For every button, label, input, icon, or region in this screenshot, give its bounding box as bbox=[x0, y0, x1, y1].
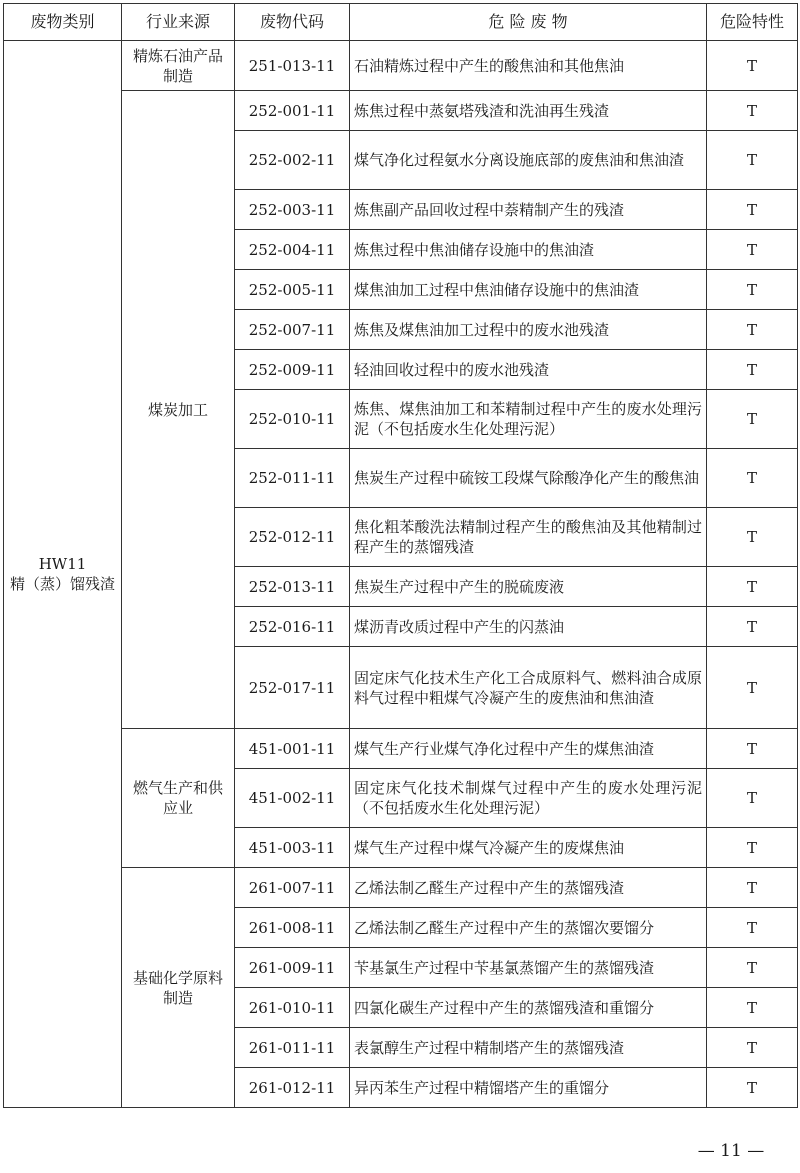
waste-description-cell: 煤沥青改质过程中产生的闪蒸油 bbox=[350, 607, 707, 647]
hazard-property-cell: T bbox=[707, 190, 798, 230]
waste-code-cell: 251-013-11 bbox=[235, 41, 350, 91]
hazard-property-cell: T bbox=[707, 270, 798, 310]
hazard-property-cell: T bbox=[707, 91, 798, 131]
waste-description-cell: 焦化粗苯酸洗法精制过程产生的酸焦油及其他精制过程产生的蒸馏残渣 bbox=[350, 508, 707, 567]
table-row bbox=[4, 729, 798, 769]
table-row bbox=[4, 868, 798, 908]
waste-code-cell: 451-001-11 bbox=[235, 729, 350, 769]
waste-description-cell: 焦炭生产过程中硫铵工段煤气除酸净化产生的酸焦油 bbox=[350, 449, 707, 508]
header-waste-code: 废物代码 bbox=[235, 4, 350, 41]
industry-source-cell: 燃气生产和供应业 bbox=[122, 729, 235, 868]
hazard-property-cell: T bbox=[707, 828, 798, 868]
waste-code-cell: 252-005-11 bbox=[235, 270, 350, 310]
table-row bbox=[4, 91, 798, 131]
waste-code-cell: 252-009-11 bbox=[235, 350, 350, 390]
waste-code-cell: 252-013-11 bbox=[235, 567, 350, 607]
waste-code-cell: 252-011-11 bbox=[235, 449, 350, 508]
waste-code-cell: 252-004-11 bbox=[235, 230, 350, 270]
waste-code-cell: 252-017-11 bbox=[235, 647, 350, 729]
category-code: HW11 bbox=[38, 555, 87, 573]
hazard-property-cell: T bbox=[707, 1068, 798, 1108]
industry-source-cell: 精炼石油产品制造 bbox=[122, 41, 235, 91]
header-hazardous-waste: 危 险 废 物 bbox=[350, 4, 707, 41]
waste-description-cell: 乙烯法制乙醛生产过程中产生的蒸馏次要馏分 bbox=[350, 908, 707, 948]
page-number: — 11 — bbox=[697, 1141, 765, 1161]
hazard-property-cell: T bbox=[707, 988, 798, 1028]
waste-description-cell: 煤气生产行业煤气净化过程中产生的煤焦油渣 bbox=[350, 729, 707, 769]
hazard-property-cell: T bbox=[707, 908, 798, 948]
waste-description-cell: 苄基氯生产过程中苄基氯蒸馏产生的蒸馏残渣 bbox=[350, 948, 707, 988]
waste-description-cell: 表氯醇生产过程中精制塔产生的蒸馏残渣 bbox=[350, 1028, 707, 1068]
header-waste-category: 废物类别 bbox=[4, 4, 122, 41]
hazard-property-cell: T bbox=[707, 868, 798, 908]
waste-code-cell: 261-010-11 bbox=[235, 988, 350, 1028]
hazard-property-cell: T bbox=[707, 647, 798, 729]
waste-code-cell: 451-002-11 bbox=[235, 769, 350, 828]
table-header-row bbox=[4, 4, 798, 41]
waste-description-cell: 煤焦油加工过程中焦油储存设施中的焦油渣 bbox=[350, 270, 707, 310]
hazard-property-cell: T bbox=[707, 131, 798, 190]
waste-code-cell: 252-002-11 bbox=[235, 131, 350, 190]
waste-description-cell: 炼焦副产品回收过程中萘精制产生的残渣 bbox=[350, 190, 707, 230]
waste-description-cell: 煤气生产过程中煤气冷凝产生的废煤焦油 bbox=[350, 828, 707, 868]
waste-code-cell: 252-016-11 bbox=[235, 607, 350, 647]
hazard-property-cell: T bbox=[707, 607, 798, 647]
waste-code-cell: 252-010-11 bbox=[235, 390, 350, 449]
waste-code-cell: 451-003-11 bbox=[235, 828, 350, 868]
waste-description-cell: 炼焦、煤焦油加工和苯精制过程中产生的废水处理污泥（不包括废水生化处理污泥） bbox=[350, 390, 707, 449]
industry-source-cell: 基础化学原料制造 bbox=[122, 868, 235, 1108]
waste-code-cell: 252-012-11 bbox=[235, 508, 350, 567]
hazard-property-cell: T bbox=[707, 310, 798, 350]
waste-category-cell bbox=[4, 41, 122, 1108]
waste-code-cell: 261-007-11 bbox=[235, 868, 350, 908]
hazard-property-cell: T bbox=[707, 449, 798, 508]
waste-description-cell: 四氯化碳生产过程中产生的蒸馏残渣和重馏分 bbox=[350, 988, 707, 1028]
hazard-property-cell: T bbox=[707, 769, 798, 828]
table-body bbox=[4, 41, 798, 1108]
waste-description-cell: 异丙苯生产过程中精馏塔产生的重馏分 bbox=[350, 1068, 707, 1108]
waste-description-cell: 焦炭生产过程中产生的脱硫废液 bbox=[350, 567, 707, 607]
waste-description-cell: 炼焦过程中焦油储存设施中的焦油渣 bbox=[350, 230, 707, 270]
waste-code-cell: 252-001-11 bbox=[235, 91, 350, 131]
category-name: 精（蒸）馏残渣 bbox=[9, 575, 115, 593]
header-hazard-property: 危险特性 bbox=[707, 4, 798, 41]
waste-description-cell: 炼焦及煤焦油加工过程中的废水池残渣 bbox=[350, 310, 707, 350]
waste-description-cell: 轻油回收过程中的废水池残渣 bbox=[350, 350, 707, 390]
table-row bbox=[4, 41, 798, 91]
waste-code-cell: 261-009-11 bbox=[235, 948, 350, 988]
hazard-property-cell: T bbox=[707, 948, 798, 988]
hazard-property-cell: T bbox=[707, 350, 798, 390]
waste-description-cell: 固定床气化技术生产化工合成原料气、燃料油合成原料气过程中粗煤气冷凝产生的废焦油和焦油渣 bbox=[350, 647, 707, 729]
waste-code-cell: 261-011-11 bbox=[235, 1028, 350, 1068]
hazard-property-cell: T bbox=[707, 1028, 798, 1068]
waste-code-cell: 261-012-11 bbox=[235, 1068, 350, 1108]
hazard-property-cell: T bbox=[707, 508, 798, 567]
waste-description-cell: 固定床气化技术制煤气过程中产生的废水处理污泥（不包括废水生化处理污泥） bbox=[350, 769, 707, 828]
waste-description-cell: 石油精炼过程中产生的酸焦油和其他焦油 bbox=[350, 41, 707, 91]
hazard-property-cell: T bbox=[707, 567, 798, 607]
waste-description-cell: 煤气净化过程氨水分离设施底部的废焦油和焦油渣 bbox=[350, 131, 707, 190]
hazardous-waste-table bbox=[3, 3, 798, 1108]
waste-code-cell: 252-003-11 bbox=[235, 190, 350, 230]
waste-code-cell: 261-008-11 bbox=[235, 908, 350, 948]
industry-source-cell: 煤炭加工 bbox=[122, 91, 235, 729]
hazard-property-cell: T bbox=[707, 41, 798, 91]
waste-description-cell: 炼焦过程中蒸氨塔残渣和洗油再生残渣 bbox=[350, 91, 707, 131]
waste-description-cell: 乙烯法制乙醛生产过程中产生的蒸馏残渣 bbox=[350, 868, 707, 908]
waste-code-cell: 252-007-11 bbox=[235, 310, 350, 350]
header-industry-source: 行业来源 bbox=[122, 4, 235, 41]
hazard-property-cell: T bbox=[707, 230, 798, 270]
hazard-property-cell: T bbox=[707, 390, 798, 449]
hazard-property-cell: T bbox=[707, 729, 798, 769]
